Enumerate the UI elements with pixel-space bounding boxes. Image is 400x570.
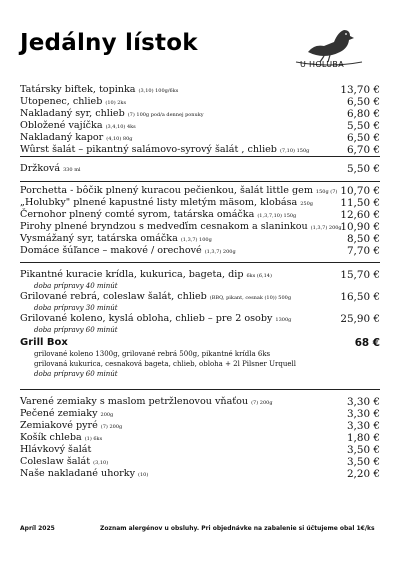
grill-box-line: grilovaná kukurica, cesnaková bageta, chlieb, obloha + 2l Pilsner Urquell [34, 360, 296, 368]
footer-info: Zoznam alergénov u obsluhy. Pri objednávke na zabalenie si účtujeme obal 1€/ks [100, 525, 375, 532]
list-item: Tatársky biftek, topinka (3,10) 100g/6ks 13,70 € [20, 84, 380, 96]
list-item: Naše nakladané uhorky (10) 2,20 € [20, 468, 380, 480]
logo-text: U HOLUBA [300, 60, 344, 69]
list-item: Varené zemiaky s maslom petržlenovou vňaťou (7) 200g 3,30 € [20, 396, 380, 408]
list-item: Domáce šúľance – makové / orechové (1,3,7) 200g 7,70 € [20, 245, 380, 257]
divider [20, 389, 380, 390]
list-item: Zemiakové pyré (7) 200g 3,30 € [20, 420, 380, 432]
list-item: Obložené vajíčka (3,4,10) 4ks 5,50 € [20, 120, 380, 132]
list-item: „Holubky" plnené kapustné listy mletým mäsom, klobása 250g 11,50 € [20, 197, 380, 209]
list-item: Wûrst šalát – pikantný salámovo-syrový šalát , chlieb (7,10) 150g 6,70 € [20, 144, 380, 156]
section-grill [20, 269, 380, 379]
divider [20, 262, 380, 263]
list-item: Vysmážaný syr, tatárska omáčka (1,3,7) 100g 8,50 € [20, 233, 380, 245]
divider [20, 181, 380, 182]
list-item: Porchetta - bôčik plnený kuracou pečienkou, šalát little gem 150g (7) 10,70 € [20, 185, 380, 197]
list-item: Pečené zemiaky 200g 3,30 € [20, 408, 380, 420]
section-starters [20, 84, 380, 156]
footer-date: Apríl 2025 [20, 525, 55, 532]
section-soup [20, 163, 380, 175]
list-item: Grilované rebrá, coleslaw šalát, chlieb (BBQ, pikant, cesnak (10)) 500g 16,50 € [20, 291, 380, 303]
preparation-time: doba prípravy 60 minút [34, 370, 118, 378]
list-item: Nakladaný syr, chlieb (7) 100g pod/a dennej ponuky 6,80 € [20, 108, 380, 120]
list-item: Coleslaw šalát (3,10) 3,50 € [20, 456, 380, 468]
section-mains [20, 185, 380, 257]
list-item: Nakladaný kapor (4,10) 80g 6,50 € [20, 132, 380, 144]
list-item: Držková 330 ml 5,50 € [20, 163, 380, 175]
list-item: Utopenec, chlieb (10) 2ks 6,50 € [20, 96, 380, 108]
preparation-time: doba prípravy 30 minút [34, 304, 118, 312]
list-item: Pirohy plnené bryndzou s medveďím cesnakom a slaninkou (1,3,7) 200g 10,90 € [20, 221, 380, 233]
page-title: Jedálny lístok [20, 30, 198, 56]
divider [20, 156, 380, 157]
preparation-time: doba prípravy 40 minút [34, 282, 118, 290]
list-item: Hlávkový šalát 3,50 € [20, 444, 380, 456]
list-item: Košík chleba (1) 6ks 1,80 € [20, 432, 380, 444]
preparation-time: doba prípravy 60 minút [34, 326, 118, 334]
section-sides [20, 396, 380, 480]
grill-box-item: Grill Box 68 € [20, 337, 380, 349]
grill-box-line: grilované koleno 1300g, grilované rebrá 500g, pikantné krídla 6ks [34, 350, 271, 358]
list-item: Černohor plnený comté syrom, tatárska omáčka (1,3,7,10) 150g 12,60 € [20, 209, 380, 221]
list-item: Grilované koleno, kyslá obloha, chlieb – pre 2 osoby 1300g 25,90 € [20, 313, 380, 325]
list-item: Pikantné kuracie krídla, kukurica, bageta, dip 6ks (6,14) 15,70 € [20, 269, 380, 281]
